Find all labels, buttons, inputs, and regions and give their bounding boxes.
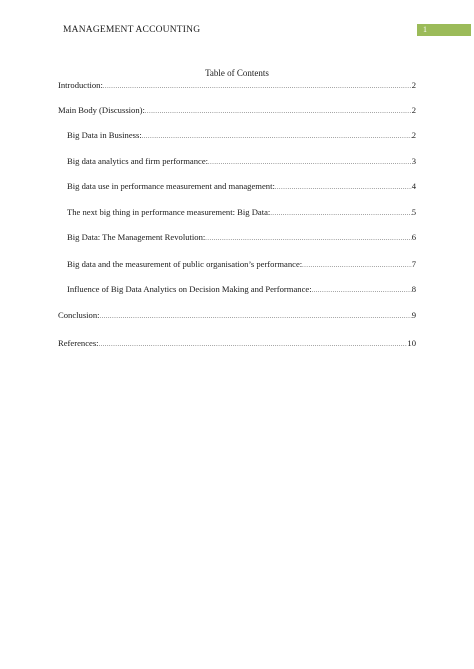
toc-entry-label: References: <box>58 338 99 348</box>
toc-entry-page: 8 <box>411 284 416 294</box>
toc-entry-page: 3 <box>411 156 416 166</box>
toc-entry-label: Big Data: The Management Revolution: <box>67 232 206 242</box>
toc-entry-label: The next big thing in performance measurement: Big Data: <box>67 207 271 217</box>
toc-entry-label: Big Data in Business: <box>67 130 142 140</box>
toc-entry-label: Conclusion: <box>58 310 100 320</box>
toc-entry-page: 2 <box>411 105 416 115</box>
dot-leader <box>302 260 412 272</box>
toc-entry-page: 6 <box>411 232 416 242</box>
toc-entry-introduction[interactable] <box>58 79 416 93</box>
toc-entry-main-body[interactable] <box>58 104 416 118</box>
dot-leader <box>142 131 412 143</box>
toc-entry-label: Introduction: <box>58 80 103 90</box>
toc-entry-label: Influence of Big Data Analytics on Decision Making and Performance: <box>67 284 312 294</box>
toc-entry-page: 10 <box>407 338 416 348</box>
dot-leader <box>275 182 412 194</box>
page-header <box>63 24 471 38</box>
dot-leader <box>312 285 412 297</box>
toc-entry-label: Big data analytics and firm performance: <box>67 156 209 166</box>
page-number-badge: 1 <box>417 24 471 36</box>
dot-leader <box>205 233 411 245</box>
toc-entry-analytics-firm-performance[interactable] <box>67 155 416 169</box>
toc-entry-next-big-thing[interactable] <box>67 206 416 220</box>
toc-entry-label: Big data and the measurement of public organisation’s performance: <box>67 259 303 269</box>
toc-entry-label: Main Body (Discussion): <box>58 105 145 115</box>
toc-entry-conclusion[interactable] <box>58 309 416 323</box>
toc-entry-references[interactable] <box>58 337 416 351</box>
toc-entry-page: 5 <box>411 207 416 217</box>
dot-leader <box>103 81 412 93</box>
toc-entry-page: 4 <box>411 181 416 191</box>
dot-leader <box>208 157 412 169</box>
dot-leader <box>270 208 411 220</box>
toc-entry-performance-measurement-management[interactable] <box>67 180 416 194</box>
toc-entry-public-organisation-performance[interactable] <box>67 258 416 272</box>
toc-entry-big-data-in-business[interactable] <box>67 129 416 143</box>
dot-leader <box>100 311 412 323</box>
toc-entry-page: 2 <box>411 80 416 90</box>
toc-entry-page: 2 <box>411 130 416 140</box>
header-title: MANAGEMENT ACCOUNTING <box>63 25 201 35</box>
toc-entry-page: 7 <box>411 259 416 269</box>
toc-entry-management-revolution[interactable] <box>67 231 416 245</box>
toc-entry-decision-making[interactable] <box>67 283 416 297</box>
dot-leader <box>145 106 412 118</box>
toc-entry-label: Big data use in performance measurement and management: <box>67 181 275 191</box>
dot-leader <box>99 339 408 351</box>
toc-entry-page: 9 <box>411 310 416 320</box>
toc-title: Table of Contents <box>205 68 269 78</box>
